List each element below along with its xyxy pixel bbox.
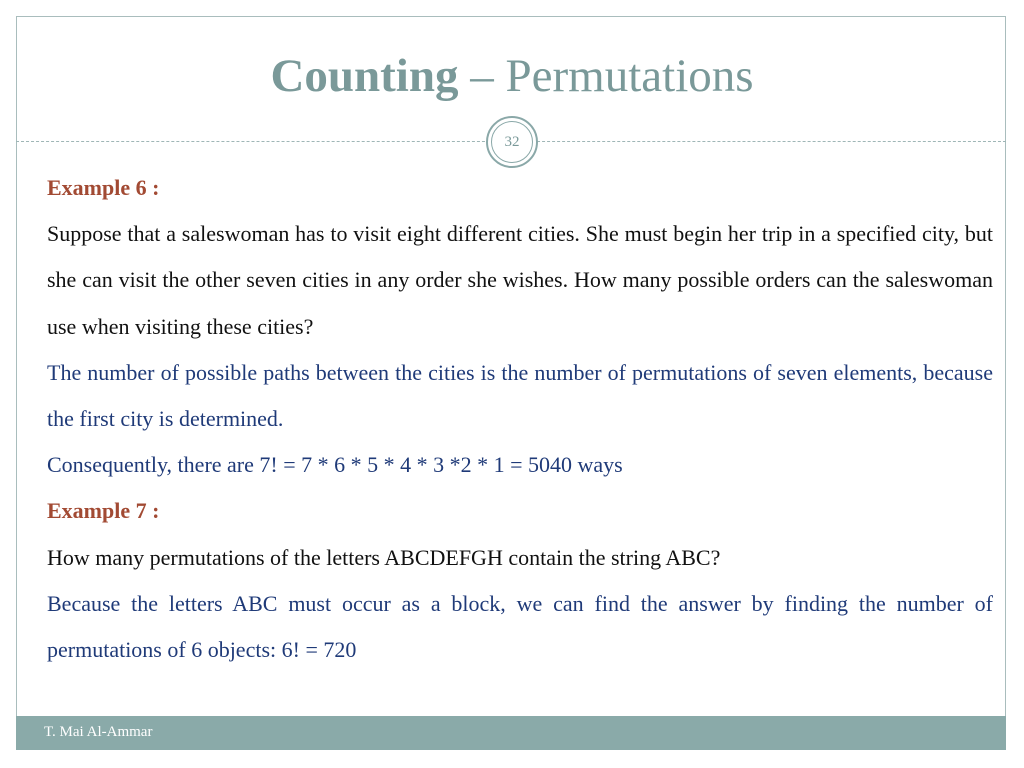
page-number: 32	[491, 121, 533, 163]
example-7-question: How many permutations of the letters ABCDEFGH contain the string ABC?	[47, 544, 721, 570]
example-6-answer-explanation: The number of possible paths between the cities is the number of permutations of seven elements, because the first city is determined.	[47, 359, 993, 432]
title-sub: – Permutations	[458, 50, 754, 102]
example-7-heading: Example 7 :	[47, 498, 160, 524]
example-6-heading: Example 6 :	[47, 175, 160, 200]
example-6-question: Suppose that a saleswoman has to visit eight different cities. She must begin her trip in a specified city, but she can visit the other seven cities in any order she wishes. How many possible orders can the saleswoman use when visiting these cities?	[47, 221, 993, 339]
page-number-badge	[486, 116, 538, 168]
slide-content	[47, 165, 993, 673]
title-main: Counting	[270, 50, 459, 102]
footer-author: T. Mai Al-Ammar	[44, 724, 153, 740]
slide-title	[0, 46, 1024, 106]
example-6-answer-result: Consequently, there are 7! = 7 * 6 * 5 * 4 * 3 *2 * 1 = 5040 ways	[47, 452, 623, 478]
example-7-answer: Because the letters ABC must occur as a block, we can find the answer by finding the number of permutations of 6 objects: 6! = 720	[47, 590, 993, 663]
footer-bar	[16, 716, 1006, 750]
